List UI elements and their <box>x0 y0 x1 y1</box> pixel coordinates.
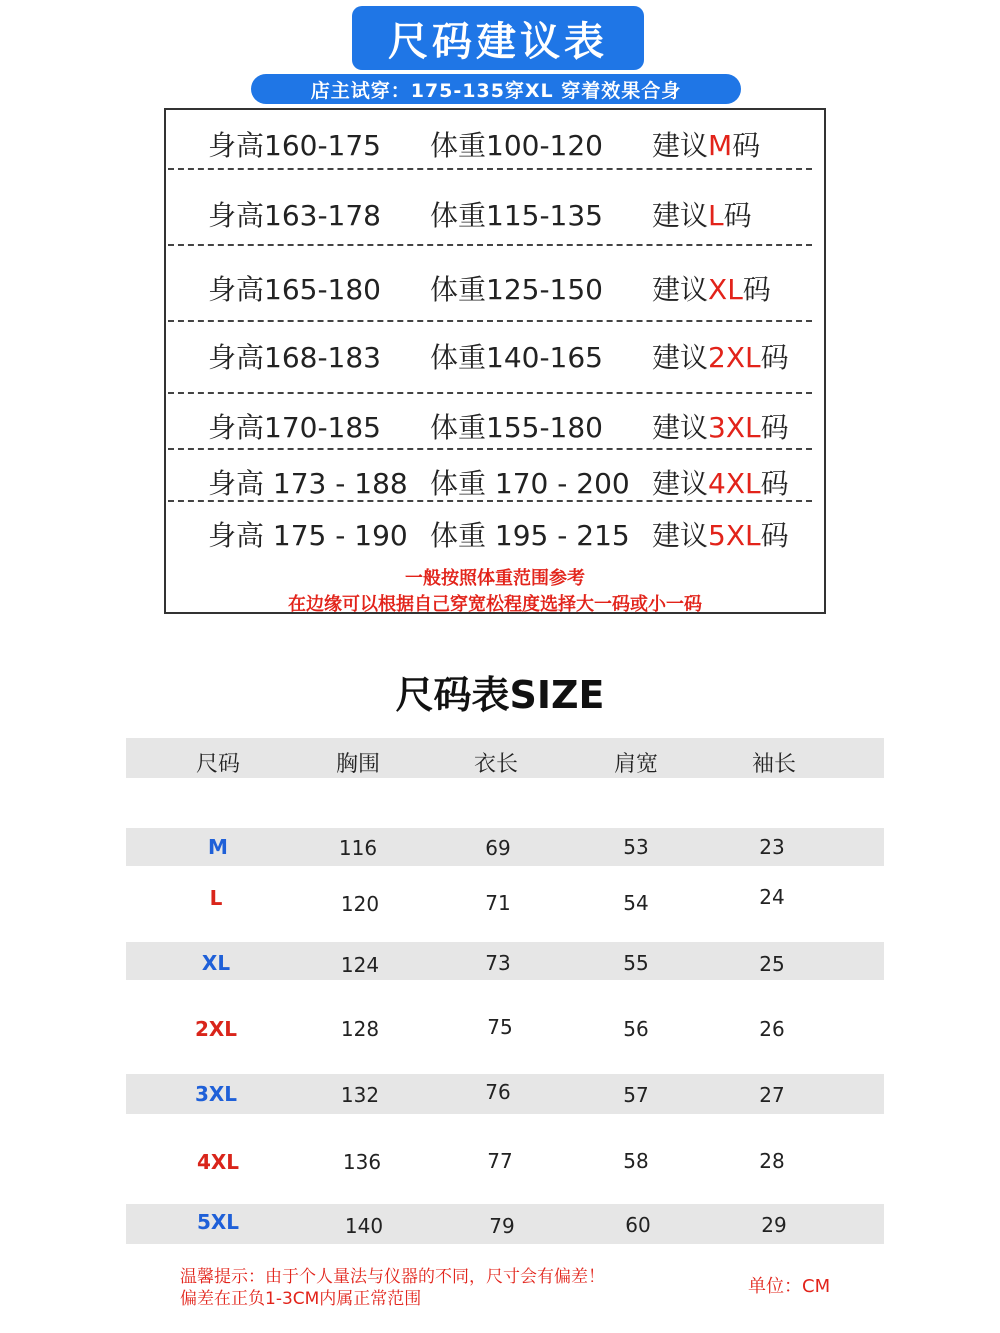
size-cell: 5XL <box>196 1210 240 1234</box>
footer-tip <box>180 1266 605 1310</box>
rec-weight: 体重100-120 <box>430 129 603 162</box>
rec-advice-suffix: 码 <box>742 273 771 306</box>
rec-advice-prefix: 建议 <box>652 467 709 500</box>
table-row <box>126 878 884 918</box>
rec-size: M <box>708 129 733 162</box>
rec-advice-suffix: 码 <box>760 519 789 552</box>
page-subtitle: 店主试穿：175-135穿XL 穿着效果合身 <box>310 79 682 102</box>
chest-cell: 124 <box>340 953 380 977</box>
dashed-divider <box>168 500 812 502</box>
rec-advice-suffix: 码 <box>760 467 789 500</box>
shoulder-cell: 60 <box>625 1213 651 1237</box>
table-row <box>126 1074 884 1114</box>
rec-size: L <box>708 199 724 232</box>
sleeve-cell: 25 <box>759 952 785 976</box>
rec-height: 身高 175 - 190 <box>208 519 408 552</box>
chest-cell: 128 <box>340 1017 380 1041</box>
sleeve-cell: 23 <box>759 835 785 859</box>
rec-height: 身高168-183 <box>208 341 381 374</box>
rec-advice-prefix: 建议 <box>652 199 709 232</box>
length-cell: 69 <box>485 836 511 860</box>
rec-size: XL <box>708 273 743 306</box>
sleeve-cell: 29 <box>761 1213 787 1237</box>
footer-unit: 单位：CM <box>748 1276 831 1297</box>
table-row <box>126 1204 884 1244</box>
rec-weight: 体重155-180 <box>430 411 603 444</box>
shoulder-cell: 54 <box>623 891 649 915</box>
rec-weight: 体重 195 - 215 <box>430 519 630 552</box>
rec-advice-suffix: 码 <box>723 199 752 232</box>
shoulder-cell: 56 <box>623 1017 649 1041</box>
rec-note-line1: 一般按照体重范围参考 <box>405 568 585 589</box>
dashed-divider <box>168 448 812 450</box>
rec-advice <box>652 336 789 376</box>
chest-cell: 132 <box>340 1083 380 1107</box>
rec-advice <box>652 268 771 308</box>
shoulder-cell: 58 <box>623 1149 649 1173</box>
rec-height: 身高165-180 <box>208 273 381 306</box>
rec-advice-prefix: 建议 <box>652 411 709 444</box>
length-cell: 73 <box>485 951 511 975</box>
rec-advice-prefix: 建议 <box>652 519 709 552</box>
sleeve-cell: 27 <box>759 1083 785 1107</box>
rec-size: 4XL <box>708 467 761 500</box>
rec-advice-prefix: 建议 <box>652 129 709 162</box>
rec-weight: 体重140-165 <box>430 341 603 374</box>
table-row <box>126 942 884 980</box>
length-cell: 76 <box>485 1080 511 1104</box>
dashed-divider <box>168 392 812 394</box>
rec-weight: 体重115-135 <box>430 199 603 232</box>
size-cell: 4XL <box>196 1150 240 1174</box>
table-row <box>126 828 884 866</box>
rec-height: 身高160-175 <box>208 129 381 162</box>
sleeve-cell: 24 <box>759 885 785 909</box>
size-cell: XL <box>201 951 231 975</box>
rec-advice-suffix: 码 <box>760 411 789 444</box>
rec-size: 5XL <box>708 519 761 552</box>
size-cell: L <box>209 886 223 910</box>
rec-height: 身高163-178 <box>208 199 381 232</box>
rec-advice <box>652 406 789 446</box>
table-row <box>126 1010 884 1050</box>
rec-height: 身高170-185 <box>208 411 381 444</box>
title-banner <box>352 6 644 70</box>
rec-advice-suffix: 码 <box>732 129 761 162</box>
rec-weight: 体重 170 - 200 <box>430 467 630 500</box>
shoulder-cell: 55 <box>623 951 649 975</box>
dashed-divider <box>168 244 812 246</box>
shoulder-cell: 57 <box>623 1083 649 1107</box>
dashed-divider <box>168 320 812 322</box>
length-cell: 79 <box>489 1214 515 1238</box>
size-cell: 3XL <box>194 1082 238 1106</box>
size-cell: 2XL <box>194 1017 238 1041</box>
footer-tip-line2: 偏差在正负1-3CM内属正常范围 <box>180 1289 422 1309</box>
length-cell: 75 <box>487 1015 513 1039</box>
shoulder-cell: 53 <box>623 835 649 859</box>
header-length: 衣长 <box>473 752 518 777</box>
chest-cell: 120 <box>340 892 380 916</box>
rec-size: 2XL <box>708 341 761 374</box>
page-title: 尺码建议表 <box>388 18 608 65</box>
rec-advice <box>652 124 760 164</box>
size-table-header <box>126 738 884 778</box>
header-size: 尺码 <box>195 752 240 777</box>
table-row <box>126 1142 884 1182</box>
dashed-divider <box>168 168 812 170</box>
rec-advice-suffix: 码 <box>760 341 789 374</box>
rec-advice <box>652 194 752 234</box>
sleeve-cell: 28 <box>759 1149 785 1173</box>
header-sleeve: 袖长 <box>751 752 796 777</box>
rec-note-line2: 在边缘可以根据自己穿宽松程度选择大一码或小一码 <box>288 594 702 615</box>
footer-tip-line1: 温馨提示：由于个人量法与仪器的不同，尺寸会有偏差！ <box>180 1267 605 1287</box>
chest-cell: 136 <box>342 1150 382 1174</box>
header-chest: 胸围 <box>335 752 380 777</box>
rec-weight: 体重125-150 <box>430 273 603 306</box>
recommendation-box <box>164 108 826 614</box>
chest-cell: 116 <box>338 836 378 860</box>
header-shoulder: 肩宽 <box>613 752 658 777</box>
rec-size: 3XL <box>708 411 761 444</box>
size-cell: M <box>208 835 228 859</box>
size-table-title: 尺码表SIZE <box>395 673 605 717</box>
rec-advice-prefix: 建议 <box>652 341 709 374</box>
length-cell: 71 <box>485 891 511 915</box>
sleeve-cell: 26 <box>759 1017 785 1041</box>
length-cell: 77 <box>487 1149 513 1173</box>
rec-advice-prefix: 建议 <box>652 273 709 306</box>
chest-cell: 140 <box>344 1214 384 1238</box>
subtitle-banner <box>251 74 741 104</box>
rec-advice <box>652 514 789 554</box>
rec-height: 身高 173 - 188 <box>208 467 408 500</box>
rec-advice <box>652 462 789 502</box>
